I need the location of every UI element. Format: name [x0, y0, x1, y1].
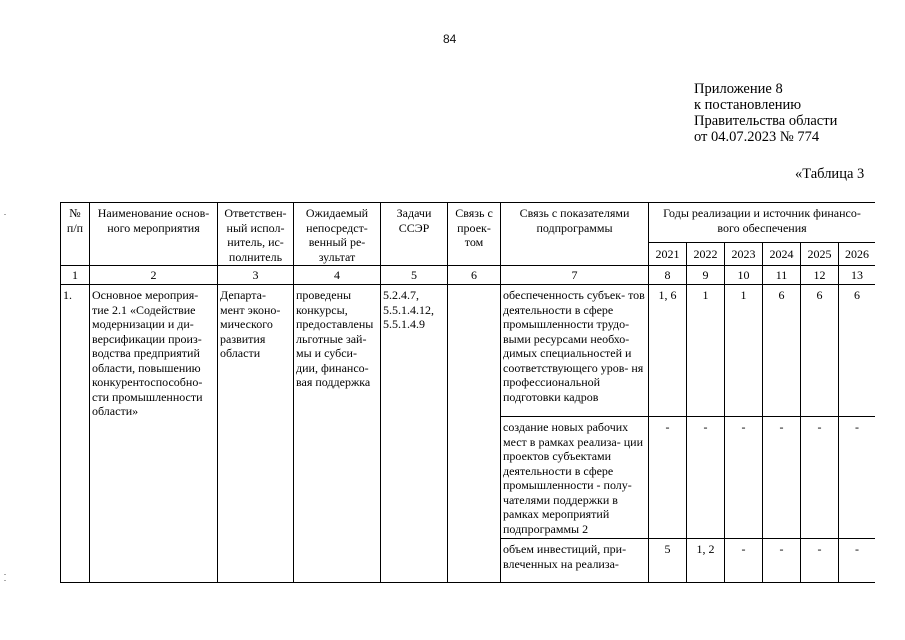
column-number: 6: [448, 266, 501, 285]
column-number: 13: [839, 266, 876, 285]
margin-mark: [4, 574, 6, 575]
responsible-executor: Департа- мент эконо- мического развития области: [218, 285, 294, 583]
indicator-text: обеспеченность субъек- тов деятельности в сфере промышленности трудо- выми ресурсами необхо- димых специальностей и соответствующего уров- ня профессиональной подготовки кадров: [501, 285, 649, 417]
table-label: «Таблица 3: [795, 166, 865, 182]
page-number: 84: [443, 32, 457, 46]
column-number: 9: [687, 266, 725, 285]
indicator-value: 1, 6: [649, 285, 687, 417]
indicator-value: 6: [839, 285, 876, 417]
indicator-text: объем инвестиций, при- влеченных на реализа-: [501, 539, 649, 583]
appendix-line: от 04.07.2023 № 774: [694, 129, 820, 145]
header-responsible: Ответствен- ный испол- нитель, ис- полнитель: [218, 203, 294, 266]
column-number: 1: [61, 266, 90, 285]
indicator-value: -: [839, 417, 876, 539]
column-number: 3: [218, 266, 294, 285]
indicator-text: создание новых рабочих мест в рамках реализа- ции проектов субъектами деятельности в сфере промышленности - полу- чателями поддержки в рамках мероприятий подпрограммы 2: [501, 417, 649, 539]
column-number: 5: [381, 266, 448, 285]
indicator-value: -: [763, 417, 801, 539]
column-number: 4: [294, 266, 381, 285]
indicator-value: 1, 2: [687, 539, 725, 583]
margin-mark: [4, 580, 6, 581]
header-link-projects: Связь с проек- том: [448, 203, 501, 266]
column-number: 2: [90, 266, 218, 285]
sser-tasks: 5.2.4.7, 5.5.1.4.12, 5.5.1.4.9: [381, 285, 448, 583]
indicator-value: -: [839, 539, 876, 583]
header-link-indicators: Связь с показателями подпрограммы: [501, 203, 649, 266]
indicator-value: -: [687, 417, 725, 539]
year-header: 2025: [801, 243, 839, 266]
indicator-value: -: [649, 417, 687, 539]
appendix-line: Правительства области: [694, 113, 838, 129]
indicator-value: -: [725, 539, 763, 583]
year-header: 2021: [649, 243, 687, 266]
column-number: 11: [763, 266, 801, 285]
year-header: 2022: [687, 243, 725, 266]
indicator-value: -: [725, 417, 763, 539]
column-number: 12: [801, 266, 839, 285]
header-years-group: Годы реализации и источник финансо- вого обеспечения: [649, 203, 876, 243]
appendix-line: к постановлению: [694, 97, 802, 113]
indicator-value: 5: [649, 539, 687, 583]
header-result: Ожидаемый непосредст- венный ре- зультат: [294, 203, 381, 266]
column-number: 7: [501, 266, 649, 285]
appendix-block: [694, 81, 837, 145]
indicator-value: 6: [801, 285, 839, 417]
indicator-value: -: [801, 539, 839, 583]
header-name: Наименование основ- ного мероприятия: [90, 203, 218, 266]
row-number: 1.: [61, 285, 90, 583]
column-number: 8: [649, 266, 687, 285]
year-header: 2026: [839, 243, 876, 266]
expected-result: проведены конкурсы, предоставлены льготные зай- мы и субси- дии, финансо- вая поддержка: [294, 285, 381, 583]
project-link: [448, 285, 501, 583]
indicator-value: 1: [687, 285, 725, 417]
year-header: 2023: [725, 243, 763, 266]
year-header: 2024: [763, 243, 801, 266]
appendix-line: Приложение 8: [694, 81, 783, 97]
indicator-value: -: [763, 539, 801, 583]
activity-name: Основное мероприя- тие 2.1 «Содействие модернизации и ди- версификации произ- водства предприятий области, повышению конкурентоспособно- сти промышленности области»: [90, 285, 218, 583]
header-tasks: Задачи ССЭР: [381, 203, 448, 266]
column-number: 10: [725, 266, 763, 285]
indicator-value: -: [801, 417, 839, 539]
indicator-value: 6: [763, 285, 801, 417]
table-container: [60, 202, 875, 600]
header-num: № п/п: [61, 203, 90, 266]
margin-mark: [4, 214, 6, 215]
indicator-value: 1: [725, 285, 763, 417]
activity-table: [60, 202, 875, 583]
